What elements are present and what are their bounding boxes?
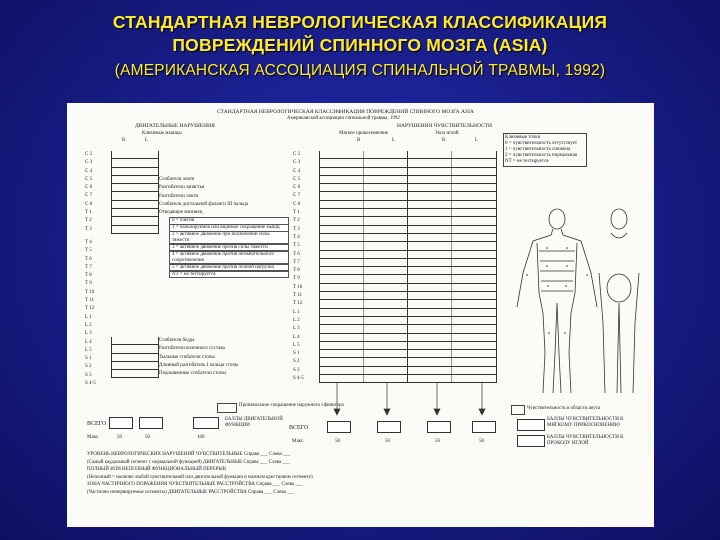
sensory-levels <box>293 151 304 383</box>
sensory-grid-row <box>320 300 496 308</box>
sensory-level: C 5 <box>293 176 301 182</box>
motor-score-box <box>193 417 219 429</box>
motor-level: C 5 <box>85 176 93 182</box>
motor-grid-row <box>112 184 158 192</box>
motor-scale-item: 4 = активное движение против незначительного сопротивления <box>169 251 289 264</box>
sensory-grid-row <box>320 292 496 300</box>
touch-total-l <box>377 421 401 433</box>
sensory-level: L 5 <box>293 342 300 348</box>
motor-level: T 3 <box>85 226 92 232</box>
sensory-level: L 1 <box>293 309 300 315</box>
sensory-max-1: 56 <box>335 439 340 444</box>
sensory-grid-row <box>320 226 496 234</box>
sensory-grid-row <box>320 168 496 176</box>
key-muscle: Разгибатели локтя <box>159 193 198 199</box>
motor-level: L 1 <box>85 314 92 320</box>
sensory-level: C 8 <box>293 201 301 207</box>
sensory-level: T 11 <box>293 293 303 299</box>
sensory-level: T 3 <box>293 226 300 232</box>
motor-level: T 5 <box>85 248 92 254</box>
sensory-level: T 10 <box>293 284 303 290</box>
sensory-max-4: 56 <box>479 439 484 444</box>
touch-score-label: БАЛЛЫ ЧУВСТВИТЕЛЬНОСТИ К МЯГКОМУ ПРИКОСНОВЕНИЮ <box>547 417 624 428</box>
sensory-grid-row <box>320 192 496 200</box>
dermatome-body-figures <box>507 203 647 403</box>
sensory-title: НАРУШЕНИЯ ЧУВСТВИТЕЛЬНОСТИ <box>397 123 493 129</box>
pin-score-label: БАЛЛЫ ЧУВСТВИТЕЛЬНОСТИ К ПРОКОЛУ ИГЛОЙ <box>547 435 624 446</box>
motor-grading-scale <box>169 217 289 278</box>
anal-contraction-box <box>217 403 237 413</box>
sensory-grading-scale <box>503 133 587 167</box>
sensory-grid-row <box>320 201 496 209</box>
motor-key-label: Ключевые мышцы <box>142 131 182 136</box>
sensory-level: C 6 <box>293 185 301 191</box>
key-muscle: Разгибатели запястья <box>159 185 205 191</box>
sensory-level: L 2 <box>293 317 300 323</box>
footer-line: УРОВЕНЬ НЕВРОЛОГИЧЕСКИХ НАРУШЕНИЙ ЧУВСТВИТЕЛЬНЫЕ Справа ___ Слева ___ <box>87 452 291 457</box>
key-muscle: Отводящие мизинец <box>159 210 203 216</box>
sensory-grid-row <box>320 151 496 159</box>
motor-grid-row <box>112 176 158 184</box>
motor-scale-item: 5 = активное движение против полной нагрузки <box>169 264 289 272</box>
motor-grid-row <box>112 370 158 378</box>
sensory-level: T 6 <box>293 251 300 257</box>
footer-line: ЗОНА ЧАСТИЧНОГО ПОРАЖЕНИЯ ЧУВСТВИТЕЛЬНЫЕ РАССТРОЙСТВА Справа ___ Слева ___ <box>87 482 303 487</box>
motor-grid-lower <box>111 337 159 378</box>
sensory-scale-item: 2 = чувствительность нормальная <box>505 153 577 158</box>
sensory-grid-row <box>320 217 496 225</box>
motor-level: T 11 <box>85 298 95 304</box>
motor-levels-lower <box>85 239 96 388</box>
key-muscles-lower <box>159 337 238 378</box>
footer-line: ПОЛНЫЙ ИЛИ НЕПОЛНЫЙ ФУНКЦИОНАЛЬНЫЙ ПЕРЕРЫВ <box>87 467 227 472</box>
sensory-scale-item: 0 = чувствительность отсутствует <box>505 141 578 146</box>
motor-level: C 6 <box>85 185 93 191</box>
sensory-level: S 4-5 <box>293 376 304 382</box>
slide-title-line2: ПОВРЕЖДЕНИЙ СПИННОГО МОЗГА (ASIA) <box>172 35 548 55</box>
motor-scale-item: 2 = активное движение при исключении силы тяжести <box>169 231 289 244</box>
sensory-total-label: ВСЕГО <box>289 425 309 431</box>
sensory-grid-row <box>320 342 496 350</box>
motor-level: L 3 <box>85 331 92 337</box>
form-header: СТАНДАРТНАЯ НЕВРОЛОГИЧЕСКАЯ КЛАССИФИКАЦИЯ ПОВРЕЖДЕНИЙ СПИННОГО МОЗГА ASIA <box>217 109 474 115</box>
motor-max-label: Макс. <box>87 435 100 440</box>
sensory-grid-row <box>320 309 496 317</box>
motor-max-r: 50 <box>117 435 122 440</box>
key-muscle: Длинный разгибатель I пальца стопы <box>159 362 239 368</box>
motor-scale-item: 1 = пальпируемое или видимое сокращение мышц <box>169 224 289 232</box>
motor-level: C 7 <box>85 193 93 199</box>
sensory-scale-item: 1 = чувствительность снижена <box>505 147 571 152</box>
sensory-grid-row <box>320 317 496 325</box>
motor-level: T 1 <box>85 210 92 216</box>
motor-grid-row <box>112 217 158 225</box>
sensory-total-arrows <box>317 383 497 423</box>
sensory-level: S 1 <box>293 351 300 357</box>
motor-level: C 2 <box>85 152 93 157</box>
sensory-grid-row <box>320 367 496 375</box>
sensory-grid-row <box>320 159 496 167</box>
motor-level: C 3 <box>85 160 93 166</box>
sensory-max-2: 56 <box>385 439 390 444</box>
sensory-grid-row <box>320 259 496 267</box>
motor-level: T 12 <box>85 306 95 312</box>
motor-title: ДВИГАТЕЛЬНЫЕ НАРУШЕНИЯ <box>135 123 215 129</box>
sensory-level: C 3 <box>293 160 301 166</box>
motor-total-l-box <box>139 417 163 429</box>
motor-score-label: БАЛЛЫ ДВИГАТЕЛЬНОЙ ФУНКЦИИ <box>225 417 283 428</box>
sensory-grid-row <box>320 242 496 250</box>
touch-score-box <box>517 419 545 431</box>
motor-level: S 1 <box>85 356 92 362</box>
motor-grid-row <box>112 159 158 167</box>
asia-form-scan <box>67 103 654 527</box>
motor-level: L 2 <box>85 322 92 328</box>
motor-level: C 8 <box>85 201 93 207</box>
key-muscle: Тыльные сгибатели стопы <box>159 354 215 360</box>
motor-level: S 3 <box>85 372 92 378</box>
sensory-grid-row <box>320 176 496 184</box>
motor-level: T 10 <box>85 289 95 295</box>
touch-label: Мягкое прикосновение <box>339 131 389 136</box>
sensory-grid-row <box>320 325 496 333</box>
motor-levels-upper <box>85 151 92 234</box>
sensory-level: C 4 <box>293 168 301 174</box>
sensory-grid-row <box>320 284 496 292</box>
motor-level: T 7 <box>85 264 92 270</box>
sensory-level: L 3 <box>293 326 300 332</box>
motor-grid-row <box>112 362 158 370</box>
motor-grid-row <box>112 168 158 176</box>
sensory-max-3: 56 <box>435 439 440 444</box>
motor-level: T 8 <box>85 273 92 279</box>
touch-col-l: L <box>392 138 396 143</box>
key-muscle: Сгибатели бедра <box>159 338 195 343</box>
sensory-grid-row <box>320 251 496 259</box>
motor-grid-row <box>112 201 158 209</box>
sensory-level: T 8 <box>293 268 300 274</box>
motor-level: S 4-5 <box>85 381 96 387</box>
motor-grid-row <box>112 209 158 217</box>
sensory-scale-item: Ключевые точки <box>505 135 541 140</box>
sensory-level: T 5 <box>293 243 300 249</box>
motor-grid-row <box>112 226 158 234</box>
sensory-level: L 4 <box>293 334 300 340</box>
key-muscle: Подошвенные сгибатели стопы <box>159 371 226 377</box>
anal-sensation-box <box>511 405 525 415</box>
motor-level: T 2 <box>85 218 92 224</box>
motor-max-total: 100 <box>197 435 205 440</box>
motor-grid-row <box>112 192 158 200</box>
key-muscle: Сгибатели локтя <box>159 177 195 182</box>
footer-line: (Неполный = наличие любой чувствительной или двигательной функции в нижнем крестцовом сегменте) <box>87 474 313 480</box>
touch-col-r: R <box>357 138 361 143</box>
pin-score-box <box>517 435 545 447</box>
motor-grid-row <box>112 345 158 353</box>
motor-level: L 5 <box>85 347 92 353</box>
sensory-grid-row <box>320 209 496 217</box>
motor-level: T 4 <box>85 240 92 245</box>
motor-scale-item: NT = не тестируется <box>169 271 289 279</box>
sensory-grid-row <box>320 275 496 283</box>
motor-total-r-box <box>109 417 133 429</box>
sensory-level: T 4 <box>293 234 300 240</box>
pin-col-l: L <box>475 138 479 143</box>
motor-level: S 2 <box>85 364 92 370</box>
sensory-level: T 9 <box>293 276 300 282</box>
sensory-grid-row <box>320 358 496 366</box>
touch-total-r <box>327 421 351 433</box>
motor-col-r: R <box>122 138 126 143</box>
form-footer <box>87 451 467 496</box>
motor-level: L 4 <box>85 339 92 345</box>
anal-contraction-label: Произвольное сокращение наружного сфинктера <box>239 403 344 408</box>
motor-grid-row <box>112 354 158 362</box>
motor-scale-item: 3 = активное движение против силы тяжести <box>169 244 289 252</box>
sensory-grid <box>319 151 497 383</box>
motor-max-l: 50 <box>145 435 150 440</box>
sensory-level: T 7 <box>293 259 300 265</box>
sensory-level: C 7 <box>293 193 301 199</box>
sensory-level: T 12 <box>293 301 303 307</box>
sensory-grid-row <box>320 334 496 342</box>
motor-col-l: L <box>145 138 149 143</box>
sensory-level: S 2 <box>293 359 300 365</box>
sensory-grid-row <box>320 234 496 242</box>
motor-grid-row <box>112 151 158 159</box>
motor-grid-upper <box>111 151 159 234</box>
sensory-level: C 2 <box>293 152 301 157</box>
key-muscle: Разгибатели коленного сустава <box>159 346 225 352</box>
motor-total-label: ВСЕГО <box>87 421 107 427</box>
sensory-level: T 2 <box>293 218 300 224</box>
motor-level: T 6 <box>85 256 92 262</box>
anal-sensation-label: Чувствительность в области ануса <box>527 406 601 411</box>
key-muscles-upper <box>159 176 248 217</box>
slide-title-line3: (АМЕРИКАНСКАЯ АССОЦИАЦИЯ СПИНАЛЬНОЙ ТРАВМЫ, 1992) <box>114 62 606 79</box>
sensory-scale-item: NT = не тестируется <box>505 159 549 164</box>
motor-scale-item: 0 = плегия <box>169 217 289 225</box>
footer-line: (Самый каудальный сегмент с нормальной функцией) ДВИГАТЕЛЬНЫЕ Справа ___ Слева ___ <box>87 459 290 465</box>
key-muscle: Сгибатели дистальной фаланги III пальца <box>159 201 249 207</box>
footer-line: (Частично иннервируемые сегменты) ДВИГАТЕЛЬНЫЕ РАССТРОЙСТВА Справа ___ Слева ___ <box>87 489 295 495</box>
sensory-grid-row <box>320 267 496 275</box>
motor-grid-row <box>112 337 158 345</box>
motor-level: C 4 <box>85 168 93 174</box>
motor-level: T 9 <box>85 281 92 287</box>
pin-label: Укол иглой <box>435 131 459 136</box>
form-subheader: Американской ассоциации спинальной травмы, 1992 <box>287 116 400 121</box>
sensory-level: T 1 <box>293 210 300 216</box>
sensory-max-label: Макс. <box>292 439 305 444</box>
sensory-grid-row <box>320 184 496 192</box>
pin-col-r: R <box>442 138 446 143</box>
sensory-level: S 3 <box>293 367 300 373</box>
slide-title-line1: СТАНДАРТНАЯ НЕВРОЛОГИЧЕСКАЯ КЛАССИФИКАЦИЯ <box>112 12 608 32</box>
pin-total-r <box>427 421 451 433</box>
sensory-grid-row <box>320 350 496 358</box>
pin-total-l <box>472 421 496 433</box>
